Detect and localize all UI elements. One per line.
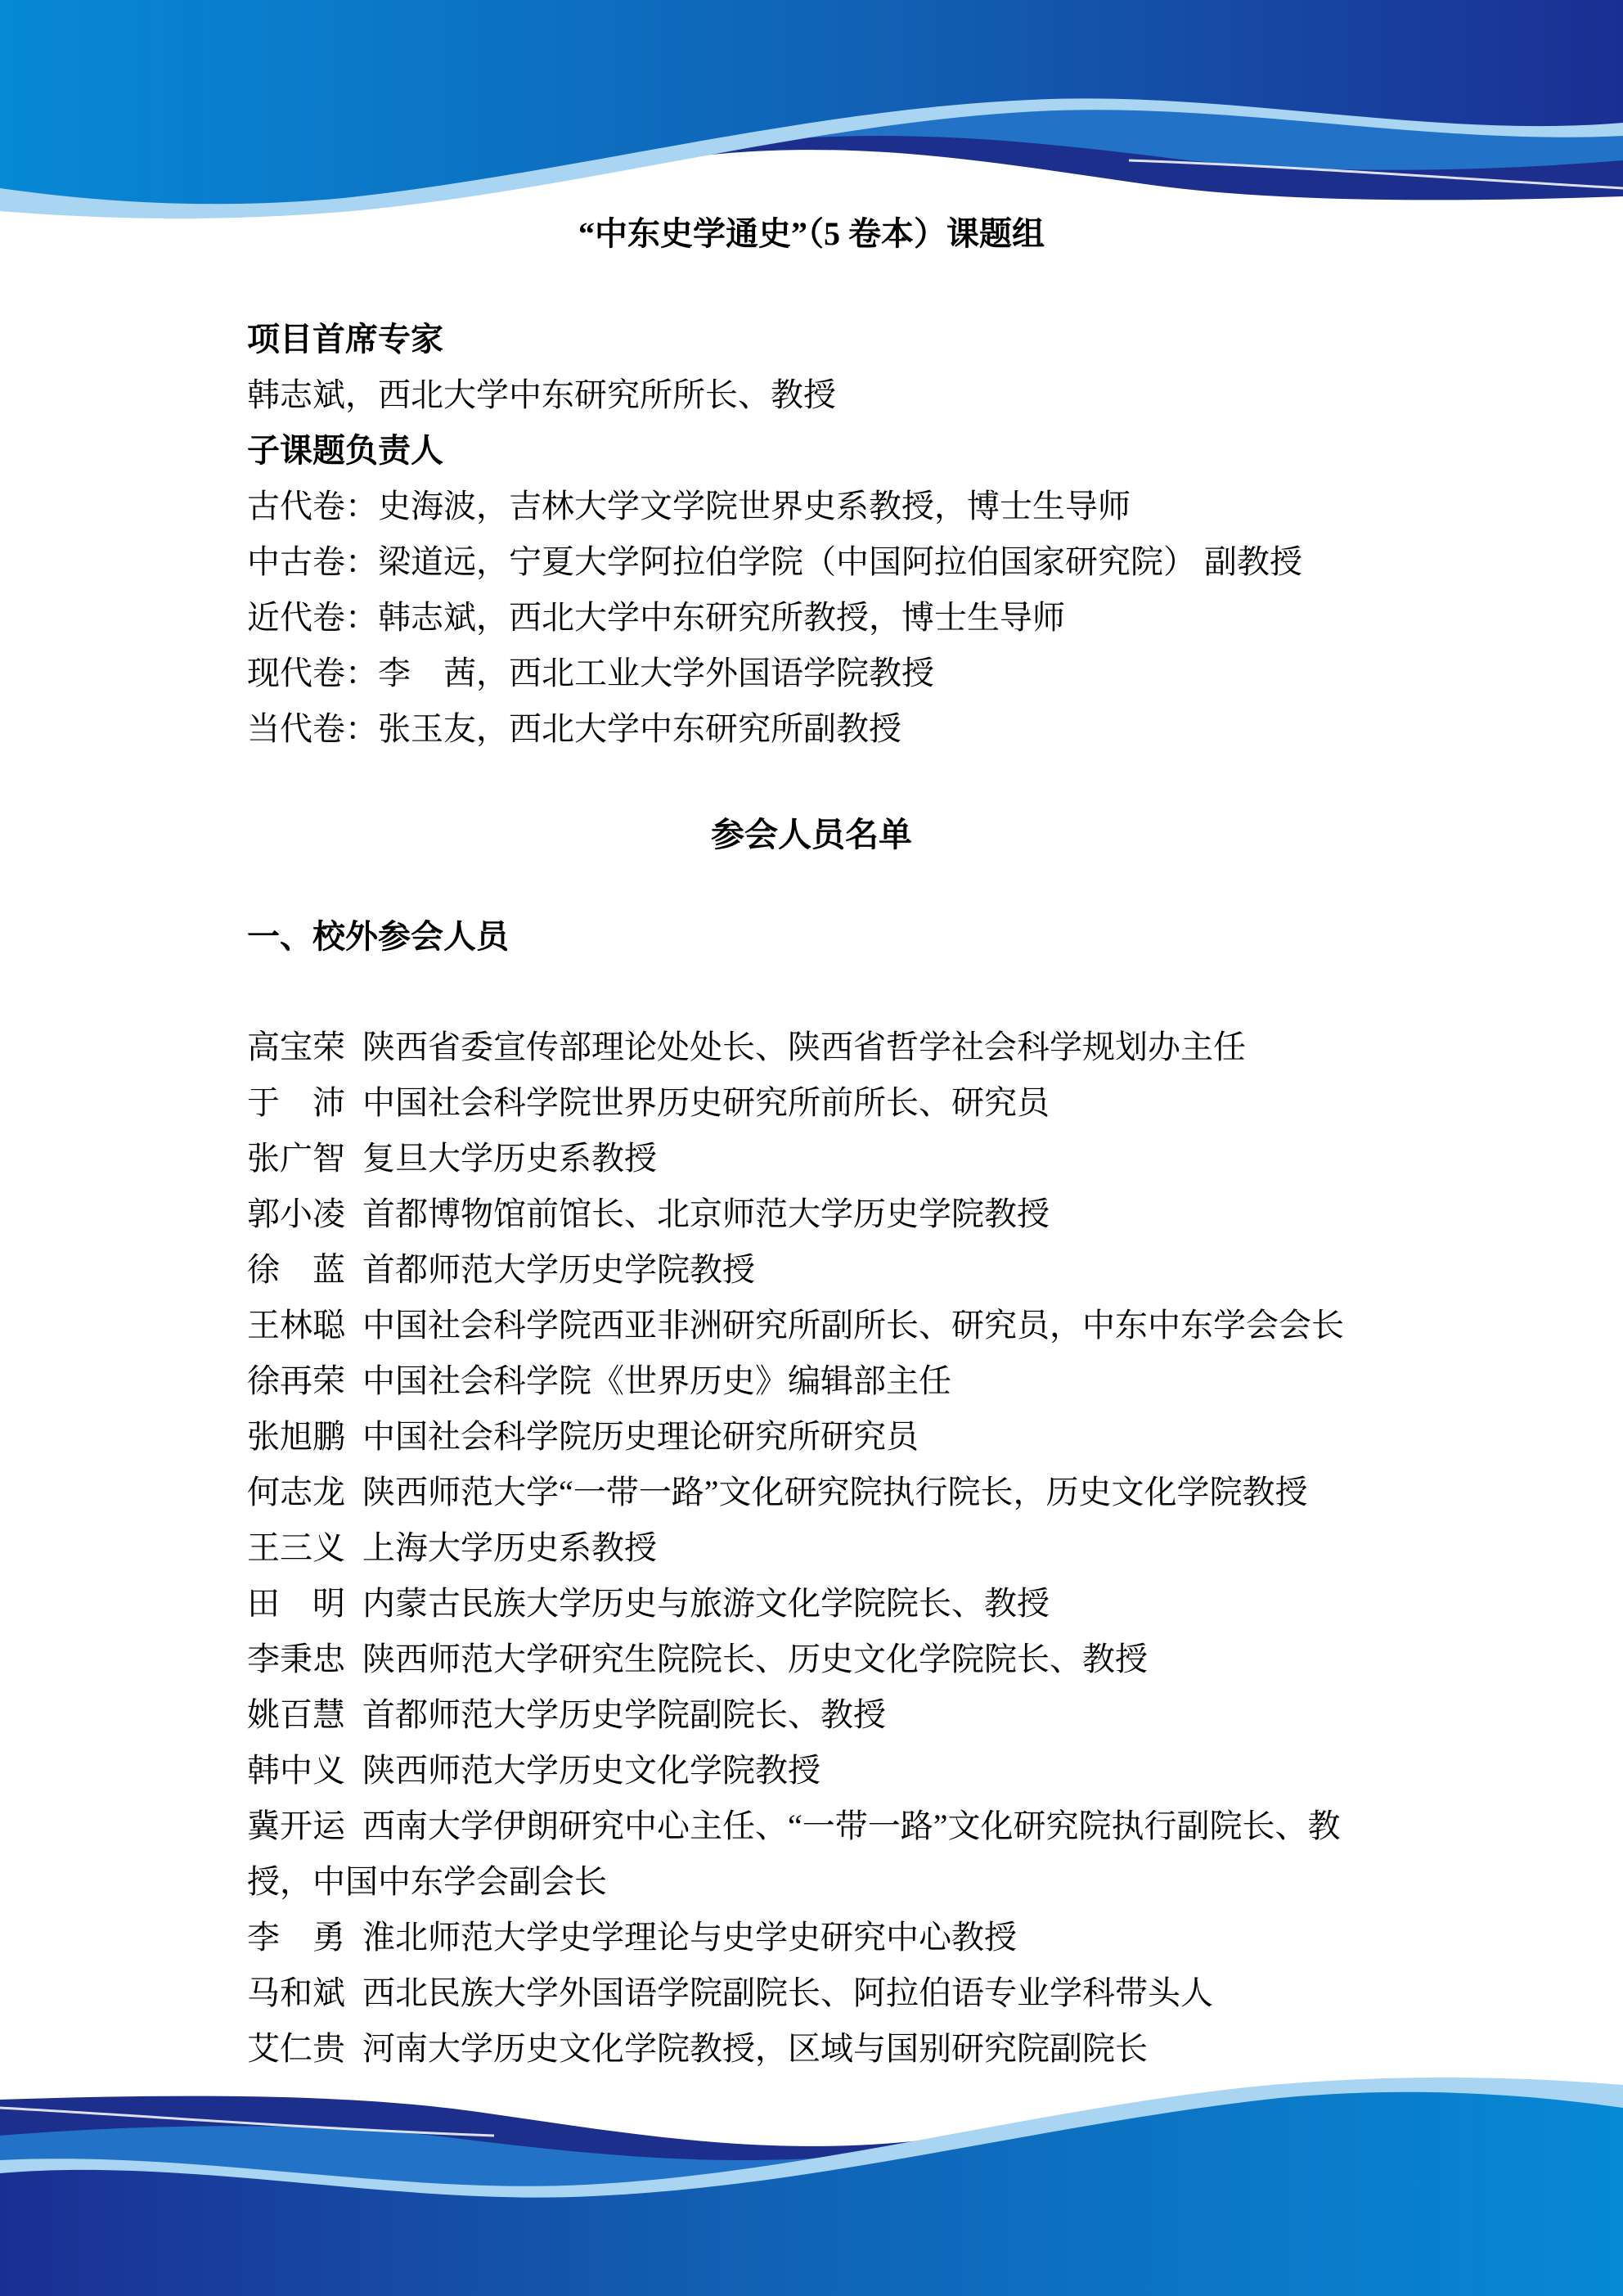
participant-name: 徐 蓝 (247, 1251, 345, 1288)
participant-title: 淮北师范大学史学理论与史学史研究中心教授 (362, 1919, 1017, 1956)
participant-name: 冀开运 (247, 1808, 345, 1844)
participant-title: 中国社会科学院西亚非洲研究所副所长、研究员，中东中东学会会长 (362, 1307, 1344, 1344)
participant-row (247, 1131, 1386, 1186)
participant-row (247, 1576, 1386, 1632)
participant-row (247, 1965, 1386, 2021)
participant-title: 中国社会科学院《世界历史》编辑部主任 (362, 1362, 951, 1399)
footer-wave-decoration (0, 2067, 1623, 2296)
participant-row (247, 1075, 1386, 1131)
participant-title: 河南大学历史文化学院教授，区域与国别研究院副院长 (362, 2030, 1148, 2067)
participant-name: 田 明 (247, 1585, 345, 1622)
participant-name: 韩中义 (247, 1752, 345, 1789)
chief-expert-heading: 项目首席专家 (247, 321, 443, 358)
participant-title: 首都师范大学历史学院教授 (362, 1251, 755, 1288)
participant-name: 郭小凌 (247, 1195, 345, 1232)
participant-row (247, 1353, 1386, 1409)
participant-title: 复旦大学历史系教授 (362, 1140, 657, 1177)
participant-name: 何志龙 (247, 1474, 345, 1510)
roster-title: 参会人员名单 (711, 816, 912, 853)
participant-row (247, 1298, 1386, 1353)
participant-name: 马和斌 (247, 1974, 345, 2011)
participant-name: 于 沛 (247, 1084, 345, 1121)
participant-title: 上海大学历史系教授 (362, 1529, 657, 1566)
participant-name: 艾仁贵 (247, 2030, 345, 2067)
participant-list (247, 1020, 1386, 2077)
participant-name: 王三义 (247, 1529, 345, 1566)
participant-row (247, 1687, 1386, 1743)
participant-title: 首都博物馆前馆长、北京师范大学历史学院教授 (362, 1195, 1050, 1232)
participant-name: 李 勇 (247, 1919, 345, 1956)
participant-name: 张广智 (247, 1140, 345, 1177)
participant-row (247, 1632, 1386, 1687)
participant-name: 张旭鹏 (247, 1418, 345, 1455)
chief-expert-line: 韩志斌，西北大学中东研究所所长、教授 (247, 376, 836, 413)
participant-title: 内蒙古民族大学历史与旅游文化学院院长、教授 (362, 1585, 1050, 1622)
page-title: “中东史学通史”（5 卷本）课题组 (578, 215, 1045, 252)
participant-title: 陕西省委宣传部理论处处长、陕西省哲学社会科学规划办主任 (362, 1029, 1246, 1065)
participant-title: 陕西师范大学历史文化学院教授 (362, 1752, 820, 1789)
participant-row (247, 1743, 1386, 1799)
participant-row (247, 1186, 1386, 1242)
participant-title: 中国社会科学院历史理论研究所研究员 (362, 1418, 919, 1455)
participant-name: 姚百慧 (247, 1696, 345, 1733)
volume-leader-line: 古代卷：史海波，吉林大学文学院世界史系教授，博士生导师 (247, 488, 1131, 524)
participant-name: 高宝荣 (247, 1029, 345, 1065)
participant-title: 中国社会科学院世界历史研究所前所长、研究员 (362, 1084, 1050, 1121)
participant-row (247, 1520, 1386, 1576)
group1-heading: 一、校外参会人员 (247, 918, 509, 955)
participant-row (247, 1409, 1386, 1465)
volume-leader-line: 当代卷：张玉友，西北大学中东研究所副教授 (247, 710, 901, 747)
participant-row (247, 1020, 1386, 1075)
participant-title: 西南大学伊朗研究中心主任、“一带一路”文化研究院执行副院长、教授，中国中东学会副会长 (247, 1808, 1341, 1900)
participant-row (247, 1910, 1386, 1965)
participant-row (247, 1242, 1386, 1298)
participant-title: 首都师范大学历史学院副院长、教授 (362, 1696, 886, 1733)
volume-leader-list (247, 479, 1386, 757)
participant-title: 西北民族大学外国语学院副院长、阿拉伯语专业学科带头人 (362, 1974, 1213, 2011)
participant-name: 徐再荣 (247, 1362, 345, 1399)
participant-title: 陕西师范大学研究生院院长、历史文化学院院长、教授 (362, 1641, 1148, 1677)
participant-name: 王林聪 (247, 1307, 345, 1344)
project-team-section (247, 312, 1386, 757)
participant-title: 陕西师范大学“一带一路”文化研究院执行院长，历史文化学院教授 (362, 1474, 1308, 1510)
volume-leader-line: 中古卷：梁道远，宁夏大学阿拉伯学院（中国阿拉伯国家研究院） 副教授 (247, 543, 1302, 580)
subproject-heading: 子课题负责人 (247, 432, 443, 469)
participant-name: 李秉忠 (247, 1641, 345, 1677)
participant-row (247, 1799, 1386, 1910)
participant-row (247, 1465, 1386, 1520)
volume-leader-line: 现代卷：李 茜，西北工业大学外国语学院教授 (247, 655, 934, 691)
header-wave-decoration (0, 0, 1623, 229)
volume-leader-line: 近代卷：韩志斌，西北大学中东研究所教授，博士生导师 (247, 599, 1065, 636)
